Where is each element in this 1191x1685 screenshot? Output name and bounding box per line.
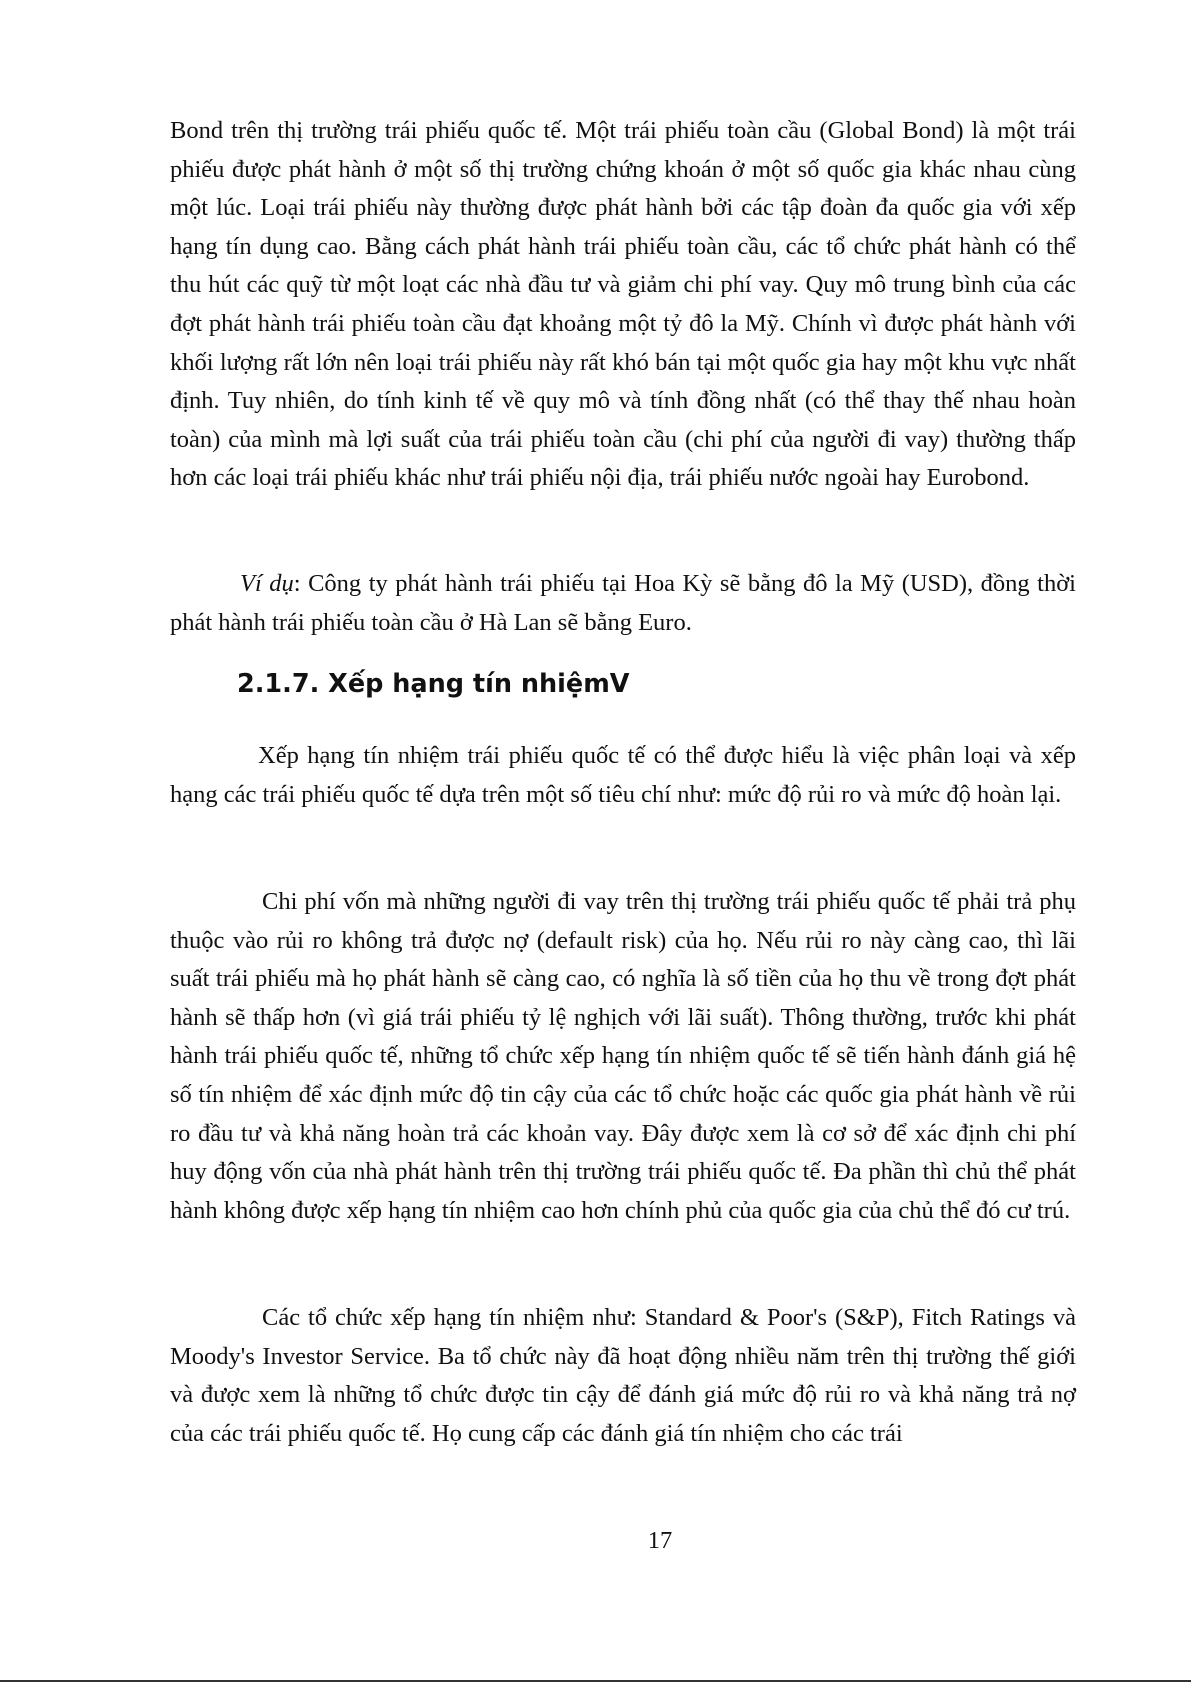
paragraph-example: [170, 565, 1076, 642]
example-text: : Công ty phát hành trái phiếu tại Hoa Kỳ sẽ bằng đô la Mỹ (USD), đồng thời phát hành trái phiếu toàn cầu ở Hà Lan sẽ bằng Euro.: [170, 570, 1076, 636]
example-label: Ví dụ: [240, 570, 294, 597]
paragraph-rating-agencies: Các tổ chức xếp hạng tín nhiệm như: Standard & Poor's (S&P), Fitch Ratings và Moody's Investor Service. Ba tổ chức này đã hoạt động nhiều năm trên thị trường thế giới và được xem là những tổ chức được tin cậy để đánh giá mức độ rủi ro và khả năng trả nợ của các trái phiếu quốc tế. Họ cung cấp các đánh giá tín nhiệm cho các trái: [170, 1304, 1076, 1447]
section-heading: 2.1.7. Xếp hạng tín nhiệmV: [237, 669, 630, 699]
paragraph-global-bond: Bond trên thị trường trái phiếu quốc tế. Một trái phiếu toàn cầu (Global Bond) là một trái phiếu được phát hành ở một số thị trường chứng khoán ở một số quốc gia khác nhau cùng một lúc. Loại trái phiếu này thường được phát hành bởi các tập đoàn đa quốc gia với xếp hạng tín dụng cao. Bằng cách phát hành trái phiếu toàn cầu, các tổ chức phát hành có thể thu hút các quỹ từ một loạt các nhà đầu tư và giảm chi phí vay. Quy mô trung bình của các đợt phát hành trái phiếu toàn cầu đạt khoảng một tỷ đô la Mỹ. Chính vì được phát hành với khối lượng rất lớn nên loại trái phiếu này rất khó bán tại một quốc gia hay một khu vực nhất định. Tuy nhiên, do tính kinh tế về quy mô và tính đồng nhất (có thể thay thế nhau hoàn toàn) của mình mà lợi suất của trái phiếu toàn cầu (chi phí của người đi vay) thường thấp hơn các loại trái phiếu khác như trái phiếu nội địa, trái phiếu nước ngoài hay Eurobond.: [170, 117, 1076, 492]
paragraph-cost-of-capital: Chi phí vốn mà những người đi vay trên thị trường trái phiếu quốc tế phải trả phụ thuộc vào rủi ro không trả được nợ (default risk) của họ. Nếu rủi ro này càng cao, thì lãi suất trái phiếu mà họ phát hành sẽ càng cao, có nghĩa là số tiền của họ thu về trong đợt phát hành sẽ thấp hơn (vì giá trái phiếu tỷ lệ nghịch với lãi suất). Thông thường, trước khi phát hành trái phiếu quốc tế, những tổ chức xếp hạng tín nhiệm quốc tế sẽ tiến hành đánh giá hệ số tín nhiệm để xác định mức độ tin cậy của các tổ chức hoặc các quốc gia phát hành về rủi ro đầu tư và khả năng hoàn trả các khoản vay. Đây được xem là cơ sở để xác định chi phí huy động vốn của nhà phát hành trên thị trường trái phiếu quốc tế. Đa phần thì chủ thể phát hành không được xếp hạng tín nhiệm cao hơn chính phủ của quốc gia của chủ thể đó cư trú.: [170, 888, 1076, 1224]
paragraph-credit-rating-definition: Xếp hạng tín nhiệm trái phiếu quốc tế có thể được hiểu là việc phân loại và xếp hạng các trái phiếu quốc tế dựa trên một số tiêu chí như: mức độ rủi ro và mức độ hoàn lại.: [170, 742, 1076, 808]
bottom-divider: [0, 1680, 1191, 1682]
page-number: 17: [647, 1527, 673, 1554]
